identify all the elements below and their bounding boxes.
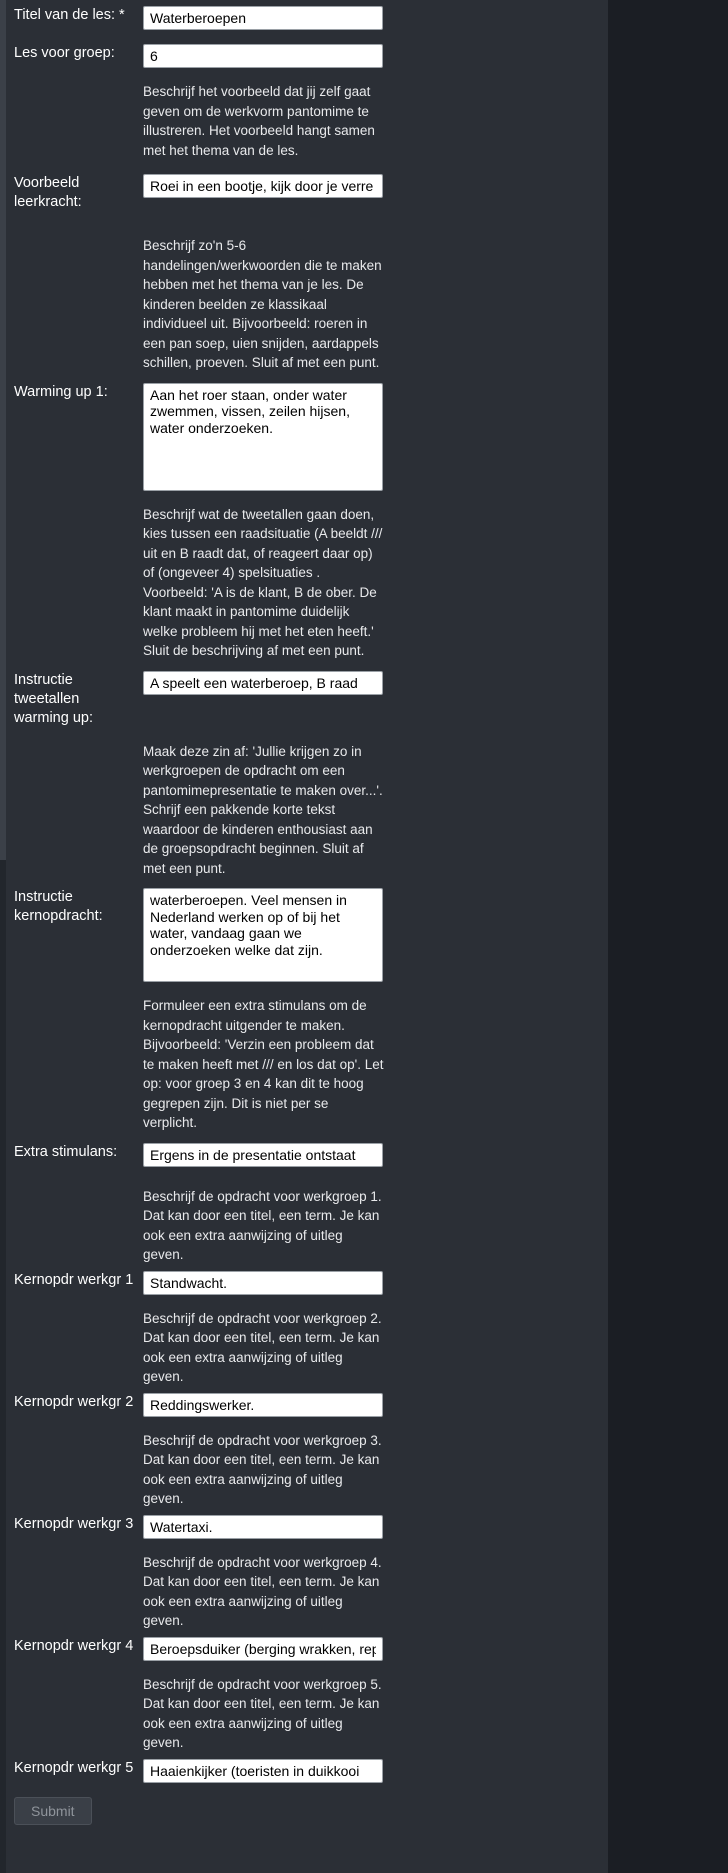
help-row-kernopdr-5 bbox=[0, 1675, 608, 1753]
input-groep[interactable] bbox=[143, 44, 383, 68]
help-kernopdr-werkgr-3: Beschrijf de opdracht voor werkgroep 3. Dat kan door een titel, een term. Je kan ook een extra aanwijzing of uitleg geven. bbox=[143, 1432, 382, 1506]
label-instructie-kernopdracht: Instructie kernopdracht: bbox=[14, 889, 103, 924]
form-row-titel bbox=[0, 6, 608, 30]
label-voorbeeld-leerkracht: Voorbeeld leerkracht: bbox=[14, 175, 82, 210]
label-warming-up-1: Warming up 1: bbox=[14, 383, 108, 400]
input-kernopdr-werkgr-1[interactable] bbox=[143, 1271, 383, 1295]
input-kernopdr-werkgr-5[interactable] bbox=[143, 1759, 383, 1783]
label-kernopdr-werkgr-5: Kernopdr werkgr 5 bbox=[14, 1759, 134, 1776]
label-groep bbox=[0, 44, 143, 63]
label-titel bbox=[0, 6, 143, 25]
form-row-voorbeeld-leerkracht bbox=[0, 174, 608, 212]
help-row-instructie-kernopdracht bbox=[0, 742, 608, 879]
form-row-groep bbox=[0, 44, 608, 68]
label-kernopdr-werkgr-1: Kernopdr werkgr 1 bbox=[14, 1271, 134, 1288]
submit-button[interactable]: Submit bbox=[14, 1797, 92, 1825]
form-row-kernopdr-werkgr-3 bbox=[0, 1515, 608, 1539]
help-kernopdr-werkgr-1: Beschrijf de opdracht voor werkgroep 1. Dat kan door een titel, een term. Je kan ook een extra aanwijzing of uitleg geven. bbox=[143, 1188, 382, 1262]
help-row-kernopdr-4 bbox=[0, 1553, 608, 1631]
help-row-kernopdr-1 bbox=[0, 1187, 608, 1265]
form-row-instructie-tweetallen bbox=[0, 671, 608, 728]
label-titel-text: Titel van de les: bbox=[14, 7, 116, 23]
help-row-kernopdr-2 bbox=[0, 1309, 608, 1387]
help-row-warming-up-1 bbox=[0, 236, 608, 373]
help-instructie-kernopdracht: Maak deze zin af: 'Jullie krijgen zo in werkgroepen de opdracht om een pantomimepresentatie te maken over...'. Schrijf een pakkende korte tekst waardoor de kinderen enthousiast aan de groepsopdracht beginnen. Sluit af met een punt. bbox=[143, 743, 383, 876]
help-row-kernopdr-3 bbox=[0, 1431, 608, 1509]
form-row-kernopdr-werkgr-2 bbox=[0, 1393, 608, 1417]
help-voorbeeld-leerkracht: Beschrijf het voorbeeld dat jij zelf gaat geven om de werkvorm pantomime te illustreren. Het voorbeeld hangt samen met het thema van de les. bbox=[143, 84, 375, 158]
textarea-warming-up-1[interactable] bbox=[143, 383, 383, 491]
form-row-warming-up-1 bbox=[0, 383, 608, 491]
page-background-gutter bbox=[608, 0, 728, 1873]
form-row-instructie-kernopdracht bbox=[0, 888, 608, 982]
input-voorbeeld-leerkracht[interactable] bbox=[143, 174, 383, 198]
help-instructie-tweetallen: Beschrijf wat de tweetallen gaan doen, kies tussen een raadsituatie (A beeldt /// uit en B raadt dat, of reageert daar op) of (ongeveer 4) spelsituaties . Voorbeeld: 'A is de klant, B de ober. De klant maakt in pantomime duidelijk welke probleem hij met het eten heeft.' Sluit de beschrijving af met een punt. bbox=[143, 506, 383, 658]
form-row-extra-stimulans bbox=[0, 1143, 608, 1167]
help-row-voorbeeld bbox=[0, 82, 608, 160]
input-titel[interactable] bbox=[143, 6, 383, 30]
label-kernopdr-werkgr-4: Kernopdr werkgr 4 bbox=[14, 1637, 134, 1654]
form-row-kernopdr-werkgr-1 bbox=[0, 1271, 608, 1295]
input-instructie-tweetallen[interactable] bbox=[143, 671, 383, 695]
form-row-kernopdr-werkgr-4 bbox=[0, 1637, 608, 1661]
label-kernopdr-werkgr-3: Kernopdr werkgr 3 bbox=[14, 1515, 134, 1532]
help-warming-up-1: Beschrijf zo'n 5-6 handelingen/werkwoorden die te maken hebben met het thema van je les. De kinderen beelden ze klassikaal individueel uit. Bijvoorbeeld: roeren in een pan soep, uien snijden, aardappels schillen, proeven. Sluit af met een punt. bbox=[143, 238, 382, 370]
help-row-extra-stimulans bbox=[0, 996, 608, 1133]
input-extra-stimulans[interactable] bbox=[143, 1143, 383, 1167]
help-row-instructie-tweetallen bbox=[0, 505, 608, 661]
help-extra-stimulans: Formuleer een extra stimulans om de kernopdracht uitgender te maken. Bijvoorbeeld: 'Verzin een probleem dat te maken heeft met /// en los dat op'. Let op: voor groep 3 en 4 kan dit te hoog gegrepen zijn. Dit is niet per se verplicht. bbox=[143, 998, 384, 1130]
form-row-kernopdr-werkgr-5 bbox=[0, 1759, 608, 1783]
help-kernopdr-werkgr-2: Beschrijf de opdracht voor werkgroep 2. Dat kan door een titel, een term. Je kan ook een extra aanwijzing of uitleg geven. bbox=[143, 1310, 382, 1384]
help-kernopdr-werkgr-4: Beschrijf de opdracht voor werkgroep 4. Dat kan door een titel, een term. Je kan ook een extra aanwijzing of uitleg geven. bbox=[143, 1554, 382, 1628]
help-kernopdr-werkgr-5: Beschrijf de opdracht voor werkgroep 5. Dat kan door een titel, een term. Je kan ook een extra aanwijzing of uitleg geven. bbox=[143, 1676, 382, 1750]
required-marker: * bbox=[119, 7, 125, 23]
label-extra-stimulans: Extra stimulans: bbox=[14, 1143, 118, 1160]
label-instructie-tweetallen: Instructie tweetallen warming up: bbox=[14, 671, 93, 726]
input-kernopdr-werkgr-2[interactable] bbox=[143, 1393, 383, 1417]
label-kernopdr-werkgr-2: Kernopdr werkgr 2 bbox=[14, 1393, 134, 1410]
input-kernopdr-werkgr-4[interactable] bbox=[143, 1637, 383, 1661]
textarea-instructie-kernopdracht[interactable] bbox=[143, 888, 383, 982]
input-kernopdr-werkgr-3[interactable] bbox=[143, 1515, 383, 1539]
label-groep-text: Les voor groep: bbox=[14, 45, 115, 61]
